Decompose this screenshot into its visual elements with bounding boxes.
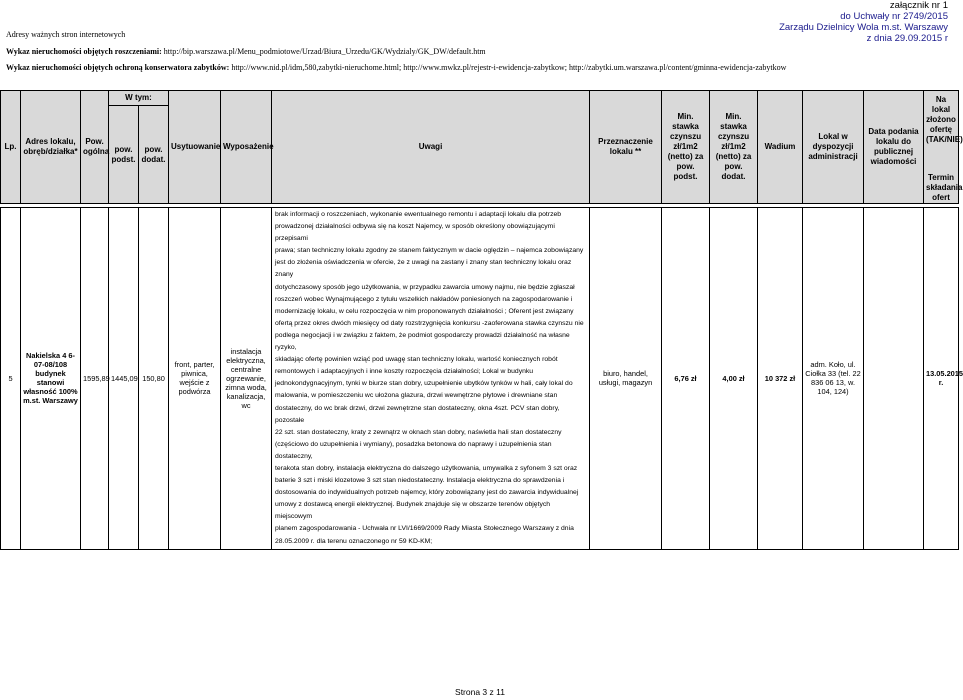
cell-wyposazenie: instalacja elektryczna, centralne ogrzewanie, zimna woda, kanalizacja, wc bbox=[221, 208, 272, 550]
board-name: Zarządu Dzielnicy Wola m.st. Warszawy bbox=[779, 22, 948, 33]
col-wadium: Wadium bbox=[758, 91, 803, 204]
col-lokal-dyspozycji: Lokal w dyspozycji administracji bbox=[803, 91, 864, 204]
uwagi-line: składając ofertę powinien wziąć pod uwagę stan techniczny lokalu, wartość koniecznych robót bbox=[275, 356, 558, 364]
uwagi-line: terakota stan dobry, instalacja elektryczna do dalszego użytkowania, umywalka z syfonem 3 szt oraz bbox=[275, 464, 578, 472]
cell-lp: 5 bbox=[1, 208, 21, 550]
premises-table bbox=[0, 90, 963, 550]
uwagi-line: planem zagospodarowania - Uchwała nr LVI/1669/2009 Rady Miasta Stołecznego Warszawy z dnia bbox=[275, 525, 574, 533]
cell-data-podania bbox=[864, 208, 924, 550]
header-line2: Wykaz nieruchomości objętych roszczeniami: http://bip.warszawa.pl/Menu_podmiotowe/Urzad/Biura_Urzedu/GK/Wydzialy/GK_DW/default.htm bbox=[6, 47, 486, 56]
col-w-tym: W tym: bbox=[109, 91, 169, 106]
uwagi-line: dostateczny, do wc brak drzwi, drzwi zewnętrzne stan dostateczny, okna 4szt. PCV stan dobry, pozostałe bbox=[275, 404, 560, 424]
header-line3: Wykaz nieruchomości objętych ochroną konserwatora zabytków: http://www.nid.pl/idm,580,zabytki-nieruchome.html; http://www.mwkz.pl/rejestr-i-ewidencja-zabytkow; http://zabytki.um.warszawa.pl/content/gminna-ewidencja-zabytkow bbox=[6, 63, 787, 72]
col-stawka-dodat: Min. stawka czynszu zł/1m2 (netto) za pow. dodat. bbox=[710, 91, 758, 204]
uwagi-line: roszczeń wobec Wynajmującego z tytułu wszelkich nakładów poniesionych na zagospodarowanie i bbox=[275, 295, 573, 303]
attachment-block bbox=[779, 0, 948, 44]
col-adres: Adres lokalu, obręb/działka* bbox=[21, 91, 81, 204]
uwagi-line: 28.05.2009 r. dla terenu oznaczonego nr 59 KD-KM; bbox=[275, 537, 433, 545]
col-usytuowanie: Usytuowanie bbox=[169, 91, 221, 204]
uwagi-line: brak informacji o roszczeniach, wykonanie ewentualnego remontu i adaptacji lokalu dla potrzeb bbox=[275, 211, 562, 218]
cell-adres: Nakielska 4 6-07-08/108 budynek stanowi własność 100% m.st. Warszawy bbox=[21, 208, 81, 550]
uwagi-line: (częściowo do uzupełnienia i wymiany), posadzka betonowa do naprawy i uzupełnienia stan dostateczny, bbox=[275, 440, 552, 460]
cell-pow-dodat: 150,80 bbox=[139, 208, 169, 550]
uwagi-line: baterie 3 szt i miski klozetowe 3 szt stan niedostateczny. Instalacja elektryczna do sprawdzenia i bbox=[275, 477, 565, 485]
uwagi-line: malowania, w pomieszczeniu wc ułożona glazura, drzwi wewnętrzne płytowe i drewniane stan bbox=[275, 392, 558, 400]
cell-stawka-dodat: 4,00 zł bbox=[710, 208, 758, 550]
col-oferta-termin bbox=[924, 91, 963, 204]
uwagi-line: jednokondygnacyjnym, tynki w biurze stan dobry, uzupełnienie ubytków tynków w hali, cały lokal do bbox=[275, 380, 573, 388]
uwagi-line: remontowych i adaptacyjnych i inne koszty rozpoczęcia działalności; Lokal w budynku bbox=[275, 368, 534, 376]
uwagi-line: dostosowania do indywidualnych potrzeb najemcy, który zobowiązany jest do zawarcia indywidualnej bbox=[275, 489, 579, 497]
cell-przeznaczenie: biuro, handel, usługi, magazyn bbox=[590, 208, 662, 550]
col-lp: Lp. bbox=[1, 91, 21, 204]
col-wyposazenie: Wyposażenie bbox=[221, 91, 272, 204]
resolution-number: do Uchwały nr 2749/2015 bbox=[840, 11, 948, 22]
cell-uwagi bbox=[272, 208, 590, 550]
cell-stawka-podst: 6,76 zł bbox=[662, 208, 710, 550]
col-pow-ogolna: Pow. ogólna bbox=[81, 91, 109, 204]
col-uwagi: Uwagi bbox=[272, 91, 590, 204]
uwagi-line: 22 szt. stan dostateczny, kraty z zewnątrz w oknach stan dobry, naświetla hali stan dostateczny bbox=[275, 428, 562, 436]
col-oferta: Na lokal złożono ofertę (TAK/NIE) bbox=[926, 95, 963, 144]
cell-pow-ogolna: 1595,89 bbox=[81, 208, 109, 550]
uwagi-line: umowy z dostawcą energii elektrycznej. Budynek znajduje się w obszarze terenów objętych miejscowym bbox=[275, 501, 551, 521]
cell-wadium: 10 372 zł bbox=[758, 208, 803, 550]
objections-link[interactable]: http://bip.warszawa.pl/Menu_podmiotowe/Urzad/Biura_Urzedu/GK/Wydzialy/GK_DW/default.htm bbox=[163, 47, 486, 56]
col-termin: Termin składania ofert bbox=[926, 173, 963, 202]
col-pow-podst: pow. podst. bbox=[109, 106, 139, 204]
cell-termin: 13.05.2015 r. bbox=[924, 208, 959, 550]
uwagi-line: prowadzonej działalności odbywa się na koszt Najemcy, w sposób określony obowiązującymi przepisami bbox=[275, 223, 555, 243]
cell-lokal-dyspozycji: adm. Koło, ul. Ciołka 33 (tel. 22 836 06 13, w. 104, 124) bbox=[803, 208, 864, 550]
attachment-number: załącznik nr 1 bbox=[889, 0, 948, 11]
resolution-date: z dnia 29.09.2015 r bbox=[866, 33, 948, 44]
cell-pow-podst: 1445,09 bbox=[109, 208, 139, 550]
uwagi-line: ofertą przez okres dwóch miesięcy od daty rozstrzygnięcia konkursu -zaoferowana stawka czynszu nie bbox=[275, 319, 584, 327]
col-data-podania: Data podania lokalu do publicznej wiadomości bbox=[864, 91, 924, 204]
uwagi-line: modernizację lokalu, w celu rozpoczęcia w nim proponowanych działalności ; Oferent jest związany bbox=[275, 307, 574, 315]
uwagi-line: podlega negocjacji i w związku z faktem, że podmiot gospodarczy prowadzi działalność na własne ryzyko, bbox=[275, 331, 570, 352]
uwagi-line: prawa; stan techniczny lokalu zgodny ze stanem faktycznym w dacie oględzin – najemca zobowiązany bbox=[275, 247, 584, 255]
col-przeznaczenie: Przeznaczenie lokalu ** bbox=[590, 91, 662, 204]
monuments-links[interactable]: http://www.nid.pl/idm,580,zabytki-nieruchome.html; http://www.mwkz.pl/rejestr-i-ewidencja-zabytkow; http://zabytki.um.warszawa.pl/content/gminna-ewidencja-zabytkow bbox=[231, 63, 787, 72]
uwagi-line: jest do złożenia oświadczenia w ofercie, że z uwagi na zastany i znany stan techniczny lokalu oraz znany bbox=[275, 259, 572, 279]
col-pow-dodat: pow. dodat. bbox=[139, 106, 169, 204]
header-line1: Adresy ważnych stron internetowych bbox=[6, 30, 126, 39]
col-stawka-podst: Min. stawka czynszu zł/1m2 (netto) za pow. podst. bbox=[662, 91, 710, 204]
table-row bbox=[1, 208, 959, 550]
uwagi-line: dotychczasowy sposób jego użytkowania, w przypadku zawarcia umowy najmu, nie będzie zgłaszał bbox=[275, 283, 575, 291]
cell-usytuowanie: front, parter, piwnica, wejście z podwórza bbox=[169, 208, 221, 550]
page-number: Strona 3 z 11 bbox=[455, 687, 505, 697]
